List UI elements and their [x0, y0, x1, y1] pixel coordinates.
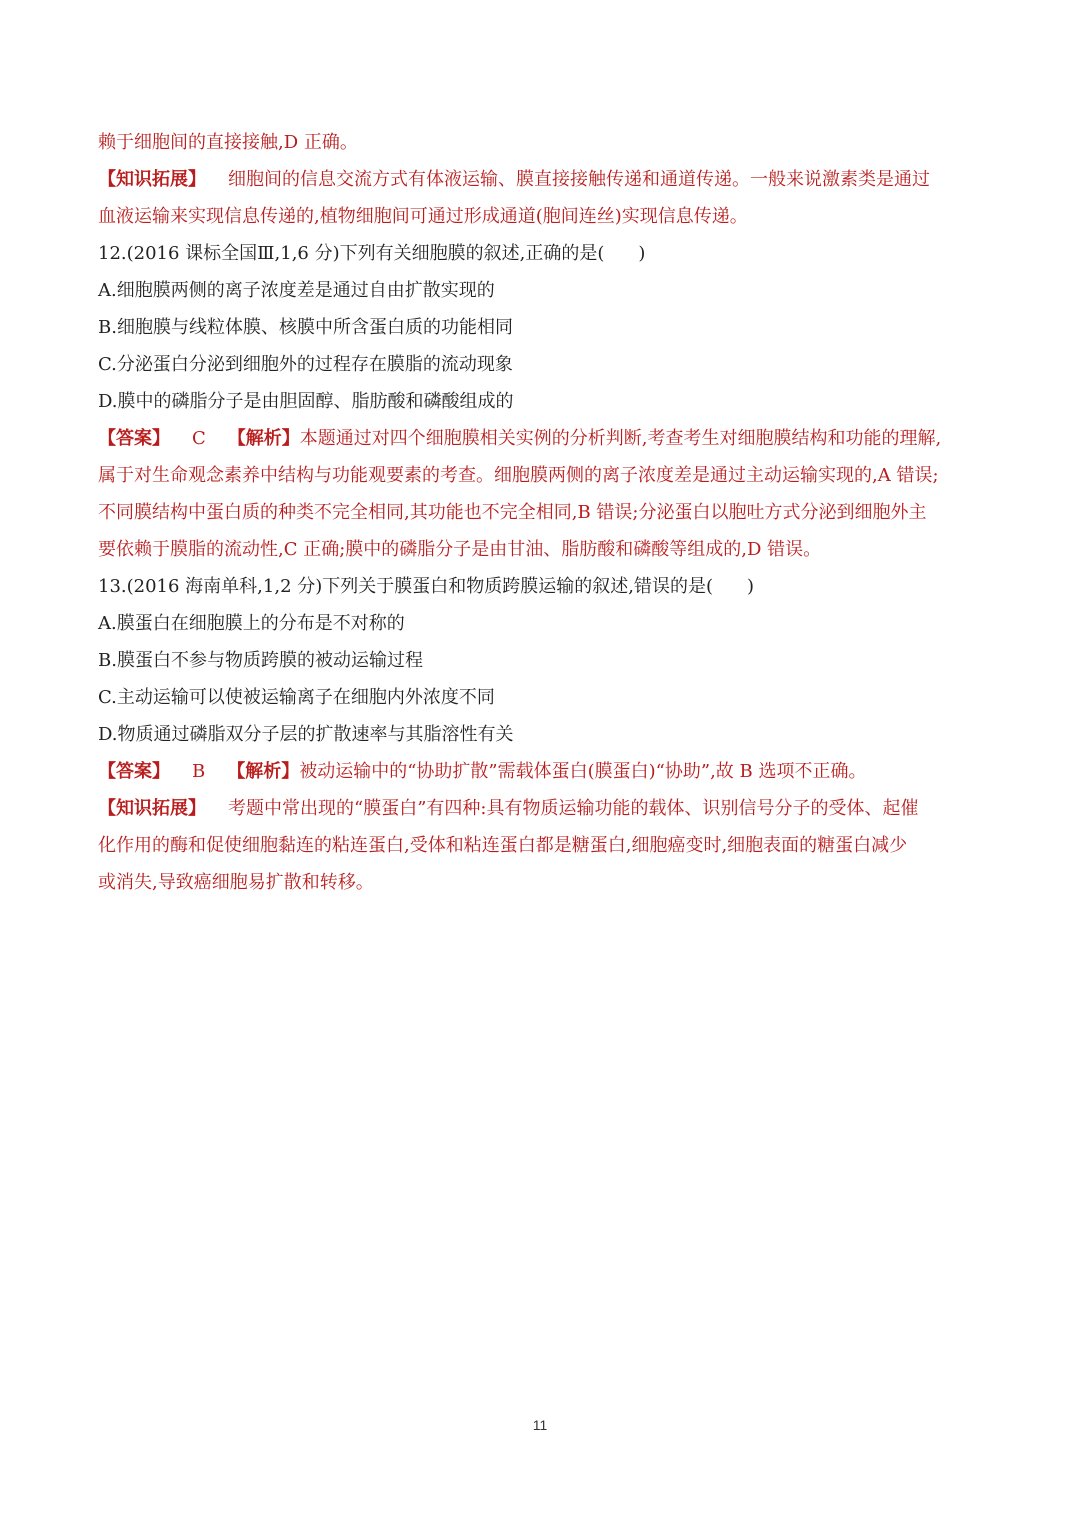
analysis-text: 被动运输中的“协助扩散”需载体蛋白(膜蛋白)“协助”,故 B 选项不正确。 — [299, 761, 867, 782]
document-page — [98, 124, 984, 901]
question-13-stem — [98, 568, 984, 605]
answer-value: B — [192, 761, 206, 782]
question-13-option-a: A.膜蛋白在细胞膜上的分布是不对称的 — [98, 613, 405, 634]
page-number: 11 — [532, 1417, 548, 1433]
question-12-analysis-line2: 属于对生命观念素养中结构与功能观要素的考查。细胞膜两侧的离子浓度差是通过主动运输实现的,A 错误; — [98, 465, 939, 486]
question-12-stem-close: ) — [638, 243, 646, 264]
analysis-text: 本题通过对四个细胞膜相关实例的分析判断,考查考生对细胞膜结构和功能的理解, — [299, 428, 942, 449]
question-13-stem-text: 13.(2016 海南单科,1,2 分)下列关于膜蛋白和物质跨膜运输的叙述,错误的是( — [98, 576, 714, 597]
question-13-option-c: C.主动运输可以使被运输离子在细胞内外浓度不同 — [98, 687, 495, 708]
prev-knowledge-extension — [98, 161, 984, 198]
question-12-stem — [98, 235, 984, 272]
answer-tag: 【答案】 — [98, 761, 170, 782]
question-12-option-a: A.细胞膜两侧的离子浓度差是通过自由扩散实现的 — [98, 280, 495, 301]
analysis-tag: 【解析】 — [227, 428, 300, 449]
analysis-tag: 【解析】 — [227, 761, 300, 782]
knowledge-extension-tag: 【知识拓展】 — [98, 798, 206, 819]
question-12-stem-text: 12.(2016 课标全国Ⅲ,1,6 分)下列有关细胞膜的叙述,正确的是( — [98, 243, 605, 264]
knowledge-extension-text: 细胞间的信息交流方式有体液运输、膜直接接触传递和通道传递。一般来说激素类是通过 — [228, 169, 930, 190]
question-12-option-c: C.分泌蛋白分泌到细胞外的过程存在膜脂的流动现象 — [98, 354, 513, 375]
question-13-knowledge-extension-line3: 或消失,导致癌细胞易扩散和转移。 — [98, 872, 374, 893]
question-13-stem-close: ) — [747, 576, 755, 597]
prev-analysis-tail: 赖于细胞间的直接接触,D 正确。 — [98, 132, 358, 153]
question-12-analysis-line3: 不同膜结构中蛋白质的种类不完全相同,其功能也不完全相同,B 错误;分泌蛋白以胞吐方式分泌到细胞外主 — [98, 502, 927, 523]
question-13-answer — [98, 753, 984, 790]
question-12-answer — [98, 420, 984, 457]
answer-value: C — [192, 428, 206, 449]
prev-knowledge-extension-line2: 血液运输来实现信息传递的,植物细胞间可通过形成通道(胞间连丝)实现信息传递。 — [98, 206, 748, 227]
question-13-option-b: B.膜蛋白不参与物质跨膜的被动运输过程 — [98, 650, 423, 671]
question-12-option-b: B.细胞膜与线粒体膜、核膜中所含蛋白质的功能相同 — [98, 317, 513, 338]
knowledge-extension-tag: 【知识拓展】 — [98, 169, 206, 190]
question-13-option-d: D.物质通过磷脂双分子层的扩散速率与其脂溶性有关 — [98, 724, 514, 745]
question-13-knowledge-extension-line2: 化作用的酶和促使细胞黏连的粘连蛋白,受体和粘连蛋白都是糖蛋白,细胞癌变时,细胞表面的糖蛋白减少 — [98, 835, 908, 856]
answer-tag: 【答案】 — [98, 428, 170, 449]
knowledge-extension-text: 考题中常出现的“膜蛋白”有四种:具有物质运输功能的载体、识别信号分子的受体、起催 — [228, 798, 919, 819]
question-12-analysis-line4: 要依赖于膜脂的流动性,C 正确;膜中的磷脂分子是由甘油、脂肪酸和磷酸等组成的,D 错误。 — [98, 539, 822, 560]
question-12-option-d: D.膜中的磷脂分子是由胆固醇、脂肪酸和磷酸组成的 — [98, 391, 514, 412]
question-13-knowledge-extension — [98, 790, 984, 827]
